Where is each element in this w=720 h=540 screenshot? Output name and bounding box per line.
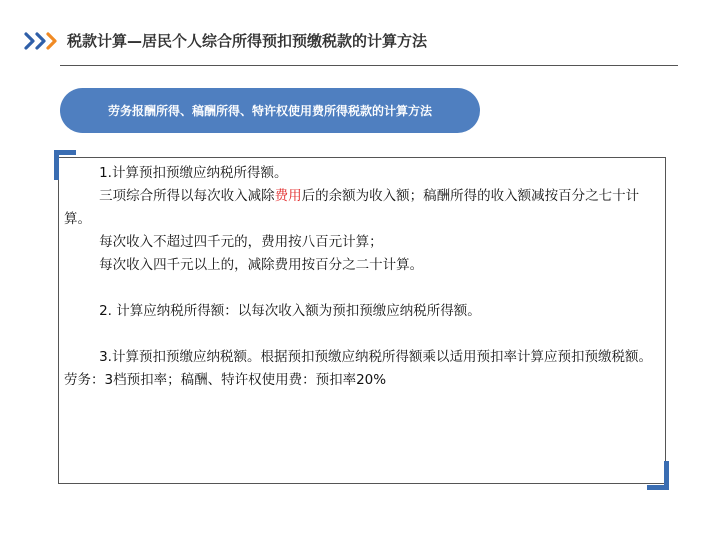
income-deduction-before: 三项综合所得以每次收入减除	[99, 188, 275, 204]
title-divider	[60, 65, 678, 66]
paragraph-under-4000: 每次收入不超过四千元的，费用按八百元计算；	[99, 234, 383, 250]
content-text	[64, 162, 660, 392]
section-pill	[60, 88, 480, 133]
triple-chevron-right-icon	[24, 31, 60, 51]
section-pill-label: 劳务报酬所得、稿酬所得、特许权使用费所得税款的计算方法	[107, 103, 432, 118]
paragraph-step-2: 2. 计算应纳税所得额：以每次收入额为预扣预缴应纳税所得额。	[99, 303, 481, 319]
paragraph-income-deduction	[64, 185, 660, 231]
page-title: 税款计算—居民个人综合所得预扣预缴税款的计算方法	[67, 32, 428, 50]
corner-accent-top-left-vertical	[54, 150, 59, 180]
paragraph-over-4000: 每次收入四千元以上的，减除费用按百分之二十计算。	[99, 257, 424, 273]
paragraph-step-1: 1.计算预扣预缴应纳税所得额。	[99, 165, 288, 181]
corner-accent-bottom-right-vertical	[664, 461, 669, 490]
paragraph-step-3: 3.计算预扣预缴应纳税额。根据预扣预缴应纳税所得额乘以适用预扣率计算应预扣预缴税额。劳务：3档预扣率；稿酬、特许权使用费：预扣率20%	[64, 349, 652, 388]
income-deduction-after: 后的余额为收入额；稿酬所得的收入额减按百分之七十计算。	[64, 188, 640, 227]
highlight-fee: 费用	[274, 188, 302, 204]
